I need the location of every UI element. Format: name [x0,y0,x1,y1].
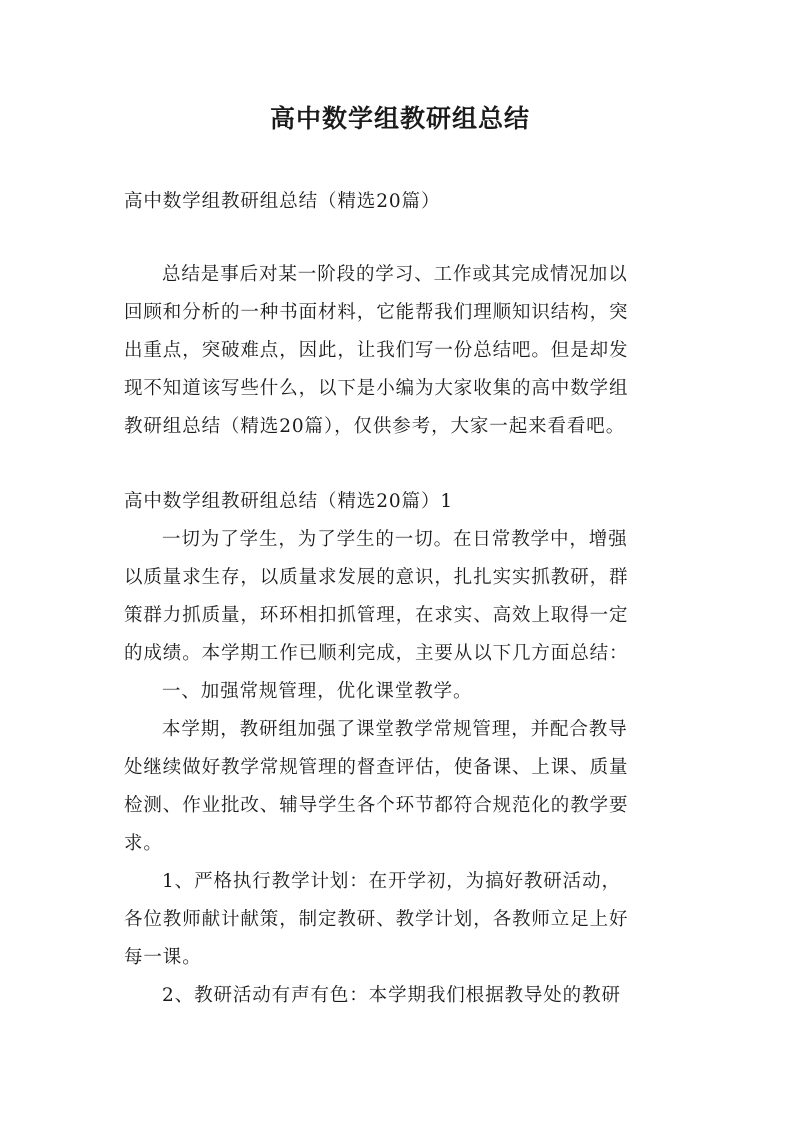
body-line: 各位教师献计献策，制定教研、教学计划，各教师立足上好 [124,909,629,930]
list-item: 1、严格执行教学计划：在开学初，为搞好教研活动， [162,871,621,892]
list-item: 2、教研活动有声有色：本学期我们根据教导处的教研 [162,985,621,1006]
intro-line: 出重点，突破难点，因此，让我们写一份总结吧。但是却发 [124,340,629,361]
body-line: 本学期，教研组加强了课堂教学常规管理，并配合教导 [162,719,628,740]
body-line: 策群力抓质量，环环相扣抓管理，在求实、高效上取得一定 [124,605,629,626]
body-line: 处继续做好教学常规管理的督查评估，使备课、上课、质量 [124,757,629,778]
intro-line: 现不知道该写些什么，以下是小编为大家收集的高中数学组 [124,378,629,399]
section-heading: 高中数学组教研组总结（精选20篇）1 [124,491,454,512]
document-subtitle: 高中数学组教研组总结（精选20篇） [124,191,441,212]
body-line: 以质量求生存，以质量求发展的意识，扎扎实实抓教研，群 [124,567,629,588]
body-line: 求。 [124,833,163,854]
body-line: 一切为了学生，为了学生的一切。在日常教学中，增强 [162,529,628,550]
document-title: 高中数学组教研组总结 [269,104,530,133]
intro-line: 回顾和分析的一种书面材料，它能帮我们理顺知识结构，突 [124,302,629,323]
body-line: 检测、作业批改、辅导学生各个环节都符合规范化的教学要 [124,795,629,816]
body-line: 的成绩。本学期工作已顺利完成，主要从以下几方面总结： [124,643,629,664]
list-heading: 一、加强常规管理，优化课堂教学。 [162,681,473,702]
intro-line: 总结是事后对某一阶段的学习、工作或其完成情况加以 [162,264,628,285]
body-line: 每一课。 [124,947,202,968]
intro-line: 教研组总结（精选20篇），仅供参考，大家一起来看看吧。 [124,416,626,437]
